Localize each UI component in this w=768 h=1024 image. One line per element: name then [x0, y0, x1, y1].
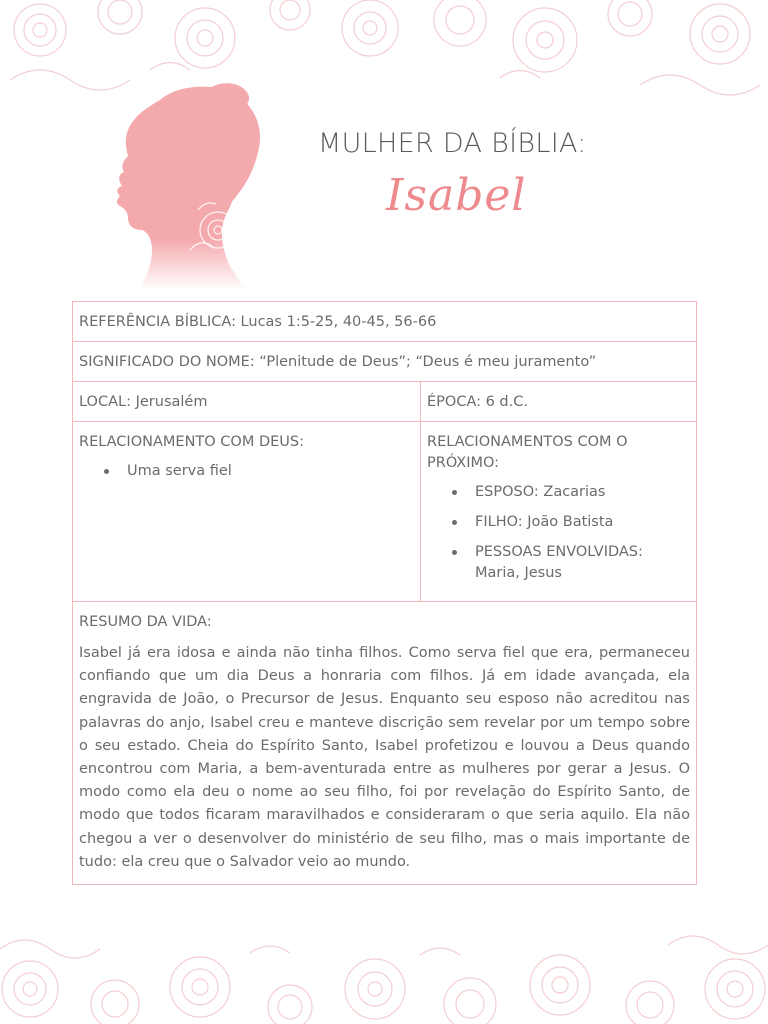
woman-silhouette-icon: [98, 80, 273, 290]
relationship-others-heading: RELACIONAMENTOS COM O PRÓXIMO:: [427, 434, 628, 471]
rose-pattern-icon: [0, 909, 768, 1024]
life-summary-text: Isabel já era idosa e ainda não tinha filhos. Como serva fiel que era, permaneceu confiando que um dia Deus a honraria com filhos. Já em idade avançada, ela engravida de João, o Precursor de Jesus. Enquanto seu esposo não acreditou nas palavras do anjo, Isabel creu e manteve discrição sem revelar por um tempo sobre o seu estado. Cheia do Espírito Santo, Isabel profetizou e louvou a Deus quando encontrou com Maria, a bem-aventurada entre as mulheres por gerar a Jesus. O modo como ela deu o nome ao seu filho, foi por revelação do Espírito Santo, de modo que todos ficaram maravilhados e consideraram o que seria aquilo. Ela não chegou a ver o desenvolver do ministério de seu filho, mas o mais importante de tudo: ela creu que o Salvador veio ao mundo.: [79, 645, 690, 870]
reference-cell: REFERÊNCIA BÍBLICA: Lucas 1:5-25, 40-45, 56-66: [79, 314, 437, 330]
relationship-others-list: [427, 482, 676, 584]
name-meaning-cell: SIGNIFICADO DO NOME: “Plenitude de Deus”; “Deus é meu juramento”: [79, 354, 597, 370]
list-item: FILHO: João Batista: [427, 512, 676, 533]
location-cell: LOCAL: Jerusalém: [73, 382, 421, 421]
relationship-others-cell: [421, 422, 696, 601]
table-row: [73, 342, 696, 382]
table-row: [73, 422, 696, 602]
table-row: [73, 302, 696, 342]
relationship-god-cell: [73, 422, 421, 601]
woman-name: Isabel: [386, 170, 527, 221]
table-row: [73, 602, 696, 884]
table-row: [73, 382, 696, 422]
bottom-rose-border: [0, 909, 768, 1024]
page-title: MULHER DA BÍBLIA:: [318, 128, 587, 159]
info-table: [72, 301, 697, 885]
woman-silhouette: [98, 80, 273, 290]
relationship-god-list: [79, 461, 414, 482]
list-item: Uma serva fiel: [79, 461, 414, 482]
list-item: PESSOAS ENVOLVIDAS: Maria, Jesus: [427, 542, 676, 584]
relationship-god-heading: RELACIONAMENTO COM DEUS:: [79, 434, 304, 450]
list-item: ESPOSO: Zacarias: [427, 482, 676, 503]
life-summary-heading: RESUMO DA VIDA:: [79, 614, 212, 630]
epoch-cell: ÉPOCA: 6 d.C.: [427, 394, 528, 410]
life-summary-cell: [73, 602, 696, 884]
